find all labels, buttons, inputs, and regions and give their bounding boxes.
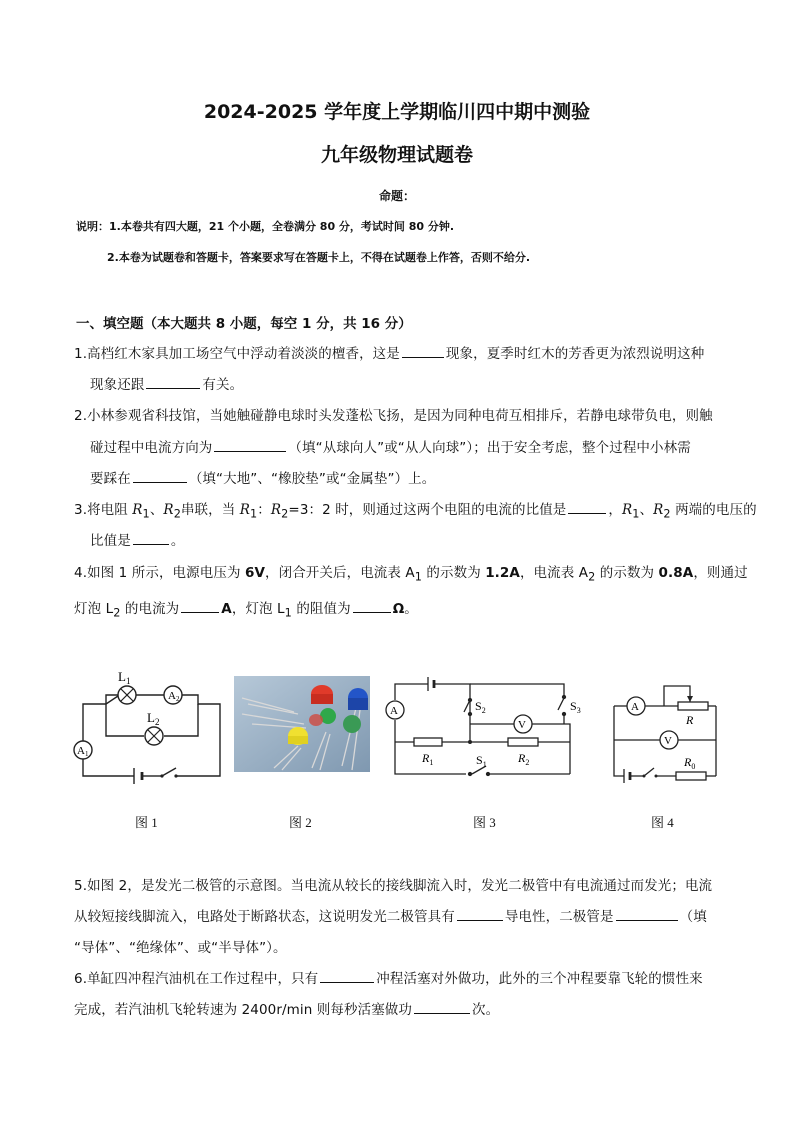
question-1-line-1 [74,342,704,362]
subscript: 1 [632,507,640,521]
q4-text: 的示数为 [422,565,486,581]
voltmeter-v [660,731,678,749]
q5-text: “导体”、“绝缘体”、或“半导体”）。 [74,940,287,956]
q5-text: （填 [679,909,707,925]
answer-blank[interactable] [214,438,286,452]
q5-text: 从较短接线脚流入，电路处于断路状态，这说明发光二极管具有 [74,909,455,925]
answer-blank[interactable] [402,344,444,358]
answer-blank[interactable] [146,375,200,389]
unit-label: A [221,601,232,617]
q6-text: 冲程活塞对外做功，此外的三个冲程要靠飞轮的惯性来 [376,971,703,987]
switch-blade [644,768,654,776]
q3-text: 、 [149,502,164,518]
wire [106,704,144,736]
instruction-note-2: 2.本卷为试题卷和答题卡，答案要求写在答题卡上，不得在试题卷上作答，否则不给分. [107,251,531,264]
figure-4-circuit [612,678,724,786]
q1-text-b: 现象，夏季时红木的芳香更为浓烈说明这种 [445,346,705,362]
unit-label: Ω [392,601,405,617]
section-heading: 一、填空题（本大题共 8 小题，每空 1 分，共 16 分） [76,316,412,332]
q6-text: 6.单缸四冲程汽油机在工作过程中，只有 [74,971,319,987]
figure-4-caption: 图 4 [651,815,674,830]
resistor-symbol: R [622,502,633,518]
resistor-symbol: R [270,502,282,518]
q3-text: 串联，当 [180,502,240,518]
q6-text: 完成，若汽油机飞轮转速为 2400r/min 则每秒活塞做功 [74,1002,412,1018]
q4-text: 灯泡 L [74,601,114,617]
svg-text:V: V [518,719,526,731]
q4-text: ，闭合开关后，电流表 A [265,565,415,581]
rheostat-r [678,702,708,710]
figure-2-led-photo [234,676,370,772]
question-2-line-2 [90,436,691,456]
question-5-line-3 [74,936,287,956]
resistor-symbol: R [163,502,174,518]
resistor-r1 [414,738,442,746]
voltage-value: 6V [244,565,265,581]
q1-text-a: 1.高档红木家具加工场空气中浮动着淡淡的檀香，这是 [74,346,400,362]
q2-text-b: 碰过程中电流方向为 [90,440,213,456]
wire [83,704,106,741]
figure-3-circuit [378,674,581,786]
subscript: 2 [281,507,289,521]
question-1-line-2 [90,373,243,393]
q4-text: 的阻值为 [291,601,351,617]
question-5-line-1 [74,874,712,894]
q3-text: ， [608,502,623,518]
resistor-r2 [508,738,538,746]
figure-2-caption: 图 2 [289,815,312,830]
current-value: 1.2A [485,565,520,581]
q4-text: ，则通过 [693,565,748,581]
instruction-note-1: 说明：1.本卷共有四大题，21 个小题，全卷满分 80 分，考试时间 80 分钟. [76,220,455,233]
subscript: 1 [414,570,422,584]
answer-blank[interactable] [568,500,606,514]
question-3-line-2 [90,529,184,549]
label-l2: $L_2$ [147,710,160,727]
subscript: 1 [142,507,150,521]
q4-text: 的示数为 [595,565,659,581]
answer-blank[interactable] [181,599,219,613]
answer-blank[interactable] [616,907,678,921]
resistor-symbol: R [653,502,664,518]
label-s1: $S_1$ [476,753,487,769]
label-s2: $S_2$ [475,699,486,715]
answer-blank[interactable] [457,907,503,921]
q4-text: 。 [404,601,418,617]
svg-text:A2: A2 [168,690,180,703]
subscript: 2 [588,570,596,584]
q4-text: ，灯泡 L [231,601,285,617]
author-line: 命题： [378,189,415,203]
q3-text: =3：2 时，则通过这两个电阻的电流的比值是 [288,502,567,518]
svg-text:V: V [664,735,672,747]
q3-text: 3.将电阻 [74,502,133,518]
q3-text: 。 [170,533,185,549]
switch-blade [162,768,176,776]
resistor-symbol: R [239,502,251,518]
exam-title: 2024-2025 学年度上学期临川四中期中测验 [203,101,591,123]
answer-blank[interactable] [320,969,374,983]
figure-3-caption: 图 3 [473,815,496,830]
label-s3: $S_3$ [570,699,581,715]
label-r0: $R_0$ [684,755,696,771]
q4-text: 4.如图 1 所示，电源电压为 [74,565,245,581]
answer-blank[interactable] [414,1000,470,1014]
question-3-line-1 [74,498,757,521]
q1-text-d: 有关。 [202,377,244,393]
subscript: 2 [173,507,181,521]
wire [395,684,428,700]
wire [83,759,130,776]
q3-text: 两端的电压的 [670,502,757,518]
wire [164,704,198,736]
q3-text: 比值是 [90,533,131,549]
slider-arrow-icon [687,696,693,702]
ammeter-a [386,701,404,719]
q6-text: 次。 [472,1002,500,1018]
question-5-line-2 [74,905,707,925]
q2-text-a: 2.小林参观省科技馆，当她触碰静电球时头发蓬松飞扬，是因为同种电荷互相排斥，若静电球带负电，则触 [74,408,713,424]
question-2-line-3 [90,467,435,487]
led-green-2 [343,715,361,733]
voltmeter-v [514,715,532,733]
label-r: R [686,713,694,727]
subscript: 2 [113,606,121,620]
lamp-l1 [118,686,136,704]
resistor-r0 [676,772,706,780]
q4-text: ，电流表 A [519,565,589,581]
q2-text-e: （填“大地”、“橡胶垫”或“金属垫”）上。 [188,471,436,487]
question-4-line-2 [74,597,418,620]
label-r1: $R_1$ [422,751,434,767]
q2-text-c: （填“从球向人”或“从人向球”）；出于安全考虑，整个过程中小林需 [288,440,691,456]
label-r2: $R_2$ [518,751,530,767]
q3-text: ： [257,502,271,518]
label-l1: $L_1$ [118,669,131,686]
exam-subtitle: 九年级物理试题卷 [320,144,473,166]
current-value: 0.8A [658,565,694,581]
wire [470,684,564,696]
question-4-line-1 [74,561,748,584]
q4-text: 的电流为 [120,601,180,617]
answer-blank[interactable] [353,599,391,613]
q2-text-d: 要踩在 [90,471,131,487]
subscript: 2 [663,507,671,521]
ammeter-a1 [74,741,92,759]
question-2-line-1 [74,404,713,424]
ammeter-a [627,697,645,715]
svg-text:A: A [631,701,639,713]
lamp-l2 [145,727,163,745]
q1-text-c: 现象还跟 [90,377,145,393]
answer-blank[interactable] [133,531,169,545]
q5-text: 导电性，二极管是 [504,909,614,925]
figure-1-circuit [72,664,232,784]
q5-text: 5.如图 2，是发光二极管的示意图。当电流从较长的接线脚流入时，发光二极管中有电流通过而发光；电流 [74,878,713,894]
figure-1-caption: 图 1 [135,815,158,830]
ammeter-a2 [164,686,182,704]
question-6-line-1 [74,967,703,987]
wire [440,684,470,724]
answer-blank[interactable] [133,469,187,483]
question-6-line-2 [74,998,499,1018]
subscript: 1 [250,507,258,521]
svg-text:A1: A1 [77,745,89,758]
subscript: 1 [284,606,292,620]
q3-text: 、 [639,502,654,518]
switch-s3 [558,696,566,716]
resistor-symbol: R [132,502,143,518]
svg-text:A: A [390,705,398,717]
